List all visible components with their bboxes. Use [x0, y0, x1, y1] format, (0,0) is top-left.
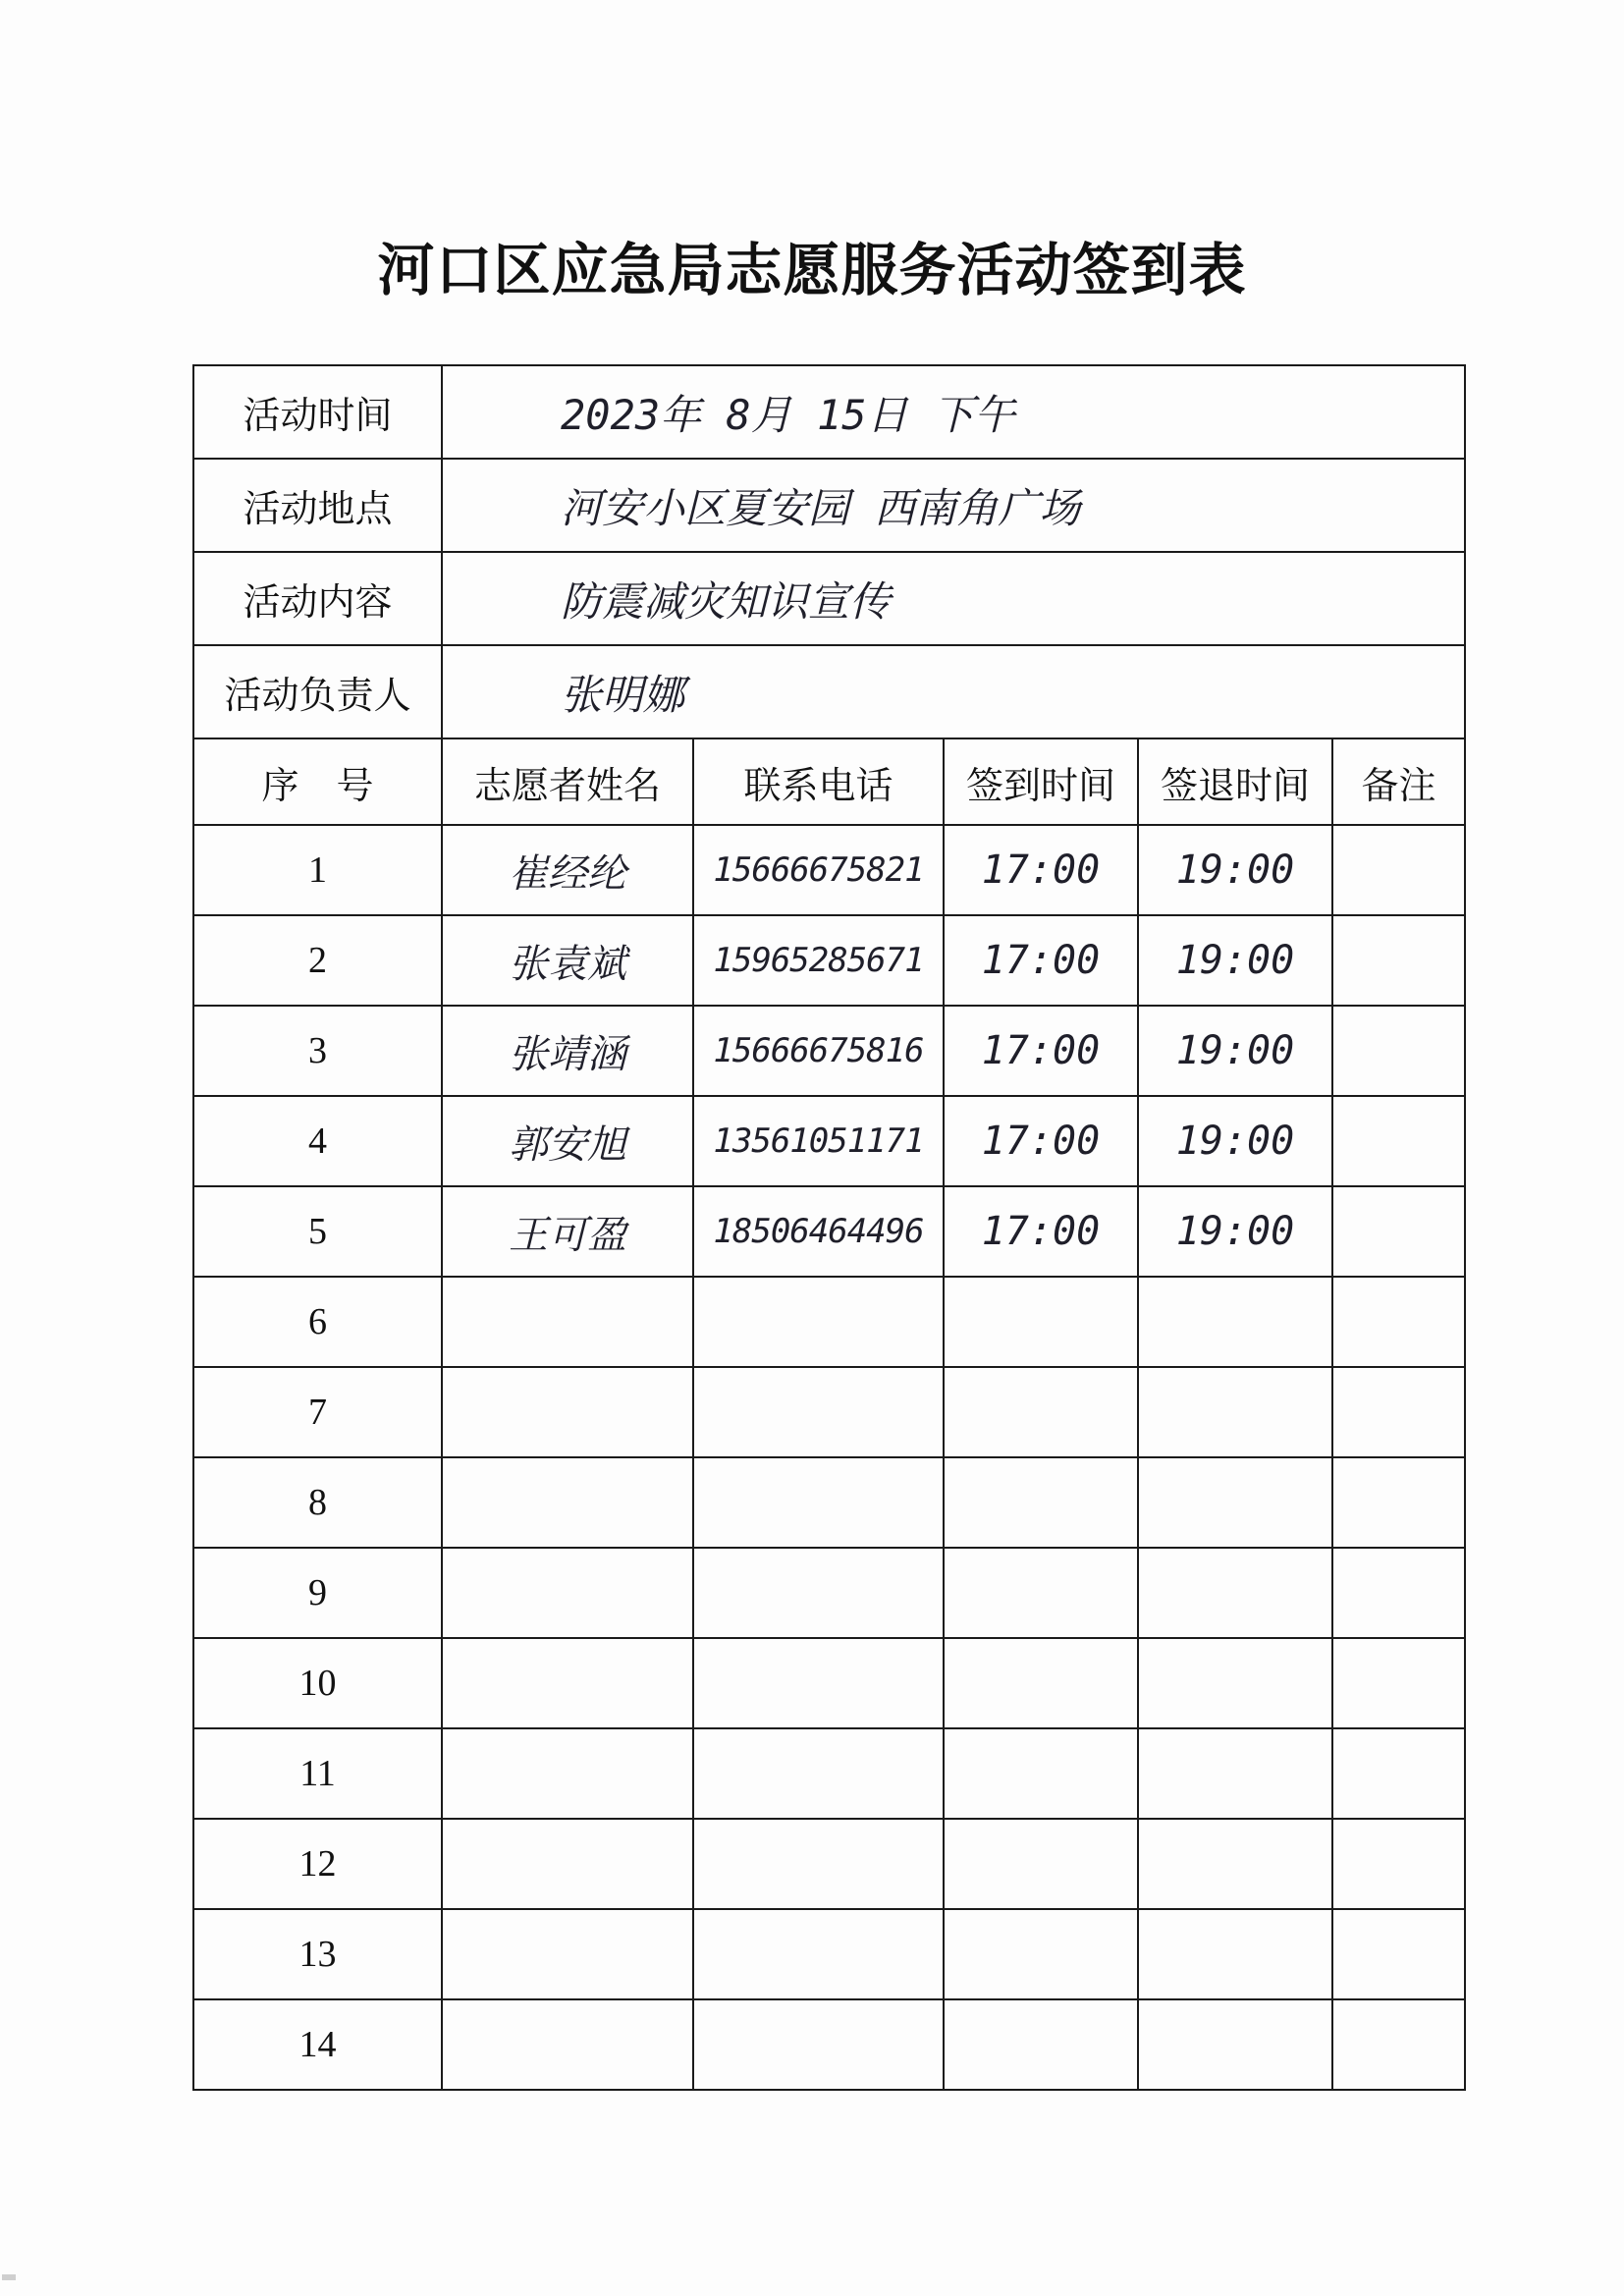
table-row [193, 1819, 1465, 1909]
phone-number [693, 1999, 944, 2090]
checkin-time [944, 1819, 1138, 1909]
note [1332, 1096, 1465, 1186]
table-row [193, 1367, 1465, 1457]
note [1332, 1909, 1465, 1999]
volunteer-name [442, 1909, 693, 1999]
note [1332, 1367, 1465, 1457]
info-label: 活动内容 [193, 552, 442, 645]
checkout-time: 19:00 [1138, 1186, 1332, 1277]
checkin-time: 17:00 [944, 915, 1138, 1006]
row-number: 8 [193, 1457, 442, 1548]
table-row [193, 1186, 1465, 1277]
phone-number [693, 1277, 944, 1367]
phone-number: 15666675821 [693, 825, 944, 915]
info-value-location: 河安小区夏安园 西南角广场 [442, 459, 1465, 552]
row-number: 10 [193, 1638, 442, 1728]
phone-number [693, 1728, 944, 1819]
row-number: 2 [193, 915, 442, 1006]
volunteer-name: 崔经纶 [442, 825, 693, 915]
row-number: 11 [193, 1728, 442, 1819]
scan-mark [2, 2274, 16, 2280]
note [1332, 1277, 1465, 1367]
column-header-row [193, 738, 1465, 825]
column-header-number: 序 号 [193, 738, 442, 825]
checkout-time [1138, 1638, 1332, 1728]
phone-number [693, 1909, 944, 1999]
signin-table [192, 364, 1466, 2091]
checkout-time: 19:00 [1138, 1006, 1332, 1096]
volunteer-name [442, 1819, 693, 1909]
table-row [193, 1548, 1465, 1638]
checkin-time [944, 1638, 1138, 1728]
row-number: 4 [193, 1096, 442, 1186]
checkin-time: 17:00 [944, 825, 1138, 915]
column-header-name: 志愿者姓名 [442, 738, 693, 825]
info-value-time: 2023年 8月 15日 下午 [442, 365, 1465, 459]
volunteer-name: 郭安旭 [442, 1096, 693, 1186]
checkin-time [944, 1548, 1138, 1638]
table-row [193, 915, 1465, 1006]
volunteer-name [442, 1638, 693, 1728]
checkout-time [1138, 1548, 1332, 1638]
checkout-time [1138, 1819, 1332, 1909]
info-row-time [193, 365, 1465, 459]
row-number: 13 [193, 1909, 442, 1999]
info-label: 活动地点 [193, 459, 442, 552]
phone-number [693, 1548, 944, 1638]
note [1332, 1457, 1465, 1548]
row-number: 6 [193, 1277, 442, 1367]
note [1332, 1548, 1465, 1638]
checkin-time [944, 1909, 1138, 1999]
checkin-time [944, 1457, 1138, 1548]
row-number: 3 [193, 1006, 442, 1096]
volunteer-name: 张靖涵 [442, 1006, 693, 1096]
phone-number [693, 1819, 944, 1909]
checkout-time: 19:00 [1138, 915, 1332, 1006]
phone-number: 13561051171 [693, 1096, 944, 1186]
table-row [193, 1457, 1465, 1548]
checkout-time: 19:00 [1138, 825, 1332, 915]
table-row [193, 825, 1465, 915]
checkin-time [944, 1367, 1138, 1457]
page-title: 河口区应急局志愿服务活动签到表 [377, 237, 1247, 303]
phone-number [693, 1367, 944, 1457]
volunteer-name: 张袁斌 [442, 915, 693, 1006]
checkout-time [1138, 1999, 1332, 2090]
info-row-content [193, 552, 1465, 645]
row-number: 1 [193, 825, 442, 915]
column-header-checkin: 签到时间 [944, 738, 1138, 825]
phone-number [693, 1457, 944, 1548]
info-row-location [193, 459, 1465, 552]
note [1332, 1186, 1465, 1277]
phone-number: 15666675816 [693, 1006, 944, 1096]
column-header-note: 备注 [1332, 738, 1465, 825]
row-number: 5 [193, 1186, 442, 1277]
info-label: 活动负责人 [193, 645, 442, 738]
table-row [193, 1006, 1465, 1096]
info-value-leader: 张明娜 [442, 645, 1465, 738]
phone-number [693, 1638, 944, 1728]
volunteer-name [442, 1367, 693, 1457]
note [1332, 1728, 1465, 1819]
table-row [193, 1096, 1465, 1186]
volunteer-name [442, 1548, 693, 1638]
table-row [193, 1999, 1465, 2090]
note [1332, 825, 1465, 915]
row-number: 14 [193, 1999, 442, 2090]
checkin-time [944, 1277, 1138, 1367]
checkout-time [1138, 1277, 1332, 1367]
volunteer-name [442, 1457, 693, 1548]
note [1332, 1819, 1465, 1909]
table-row [193, 1909, 1465, 1999]
checkin-time: 17:00 [944, 1186, 1138, 1277]
checkin-time [944, 1728, 1138, 1819]
column-header-phone: 联系电话 [693, 738, 944, 825]
checkout-time [1138, 1457, 1332, 1548]
checkout-time [1138, 1909, 1332, 1999]
note [1332, 1999, 1465, 2090]
note [1332, 915, 1465, 1006]
phone-number: 18506464496 [693, 1186, 944, 1277]
volunteer-name: 王可盈 [442, 1186, 693, 1277]
volunteer-name [442, 1728, 693, 1819]
note [1332, 1638, 1465, 1728]
row-number: 9 [193, 1548, 442, 1638]
checkout-time [1138, 1367, 1332, 1457]
checkout-time [1138, 1728, 1332, 1819]
checkin-time: 17:00 [944, 1096, 1138, 1186]
volunteer-name [442, 1277, 693, 1367]
info-row-leader [193, 645, 1465, 738]
table-row [193, 1638, 1465, 1728]
checkout-time: 19:00 [1138, 1096, 1332, 1186]
checkin-time [944, 1999, 1138, 2090]
note [1332, 1006, 1465, 1096]
volunteer-name [442, 1999, 693, 2090]
column-header-checkout: 签退时间 [1138, 738, 1332, 825]
phone-number: 15965285671 [693, 915, 944, 1006]
info-value-content: 防震减灾知识宣传 [442, 552, 1465, 645]
checkin-time: 17:00 [944, 1006, 1138, 1096]
table-row [193, 1277, 1465, 1367]
row-number: 12 [193, 1819, 442, 1909]
row-number: 7 [193, 1367, 442, 1457]
table-row [193, 1728, 1465, 1819]
info-label: 活动时间 [193, 365, 442, 459]
